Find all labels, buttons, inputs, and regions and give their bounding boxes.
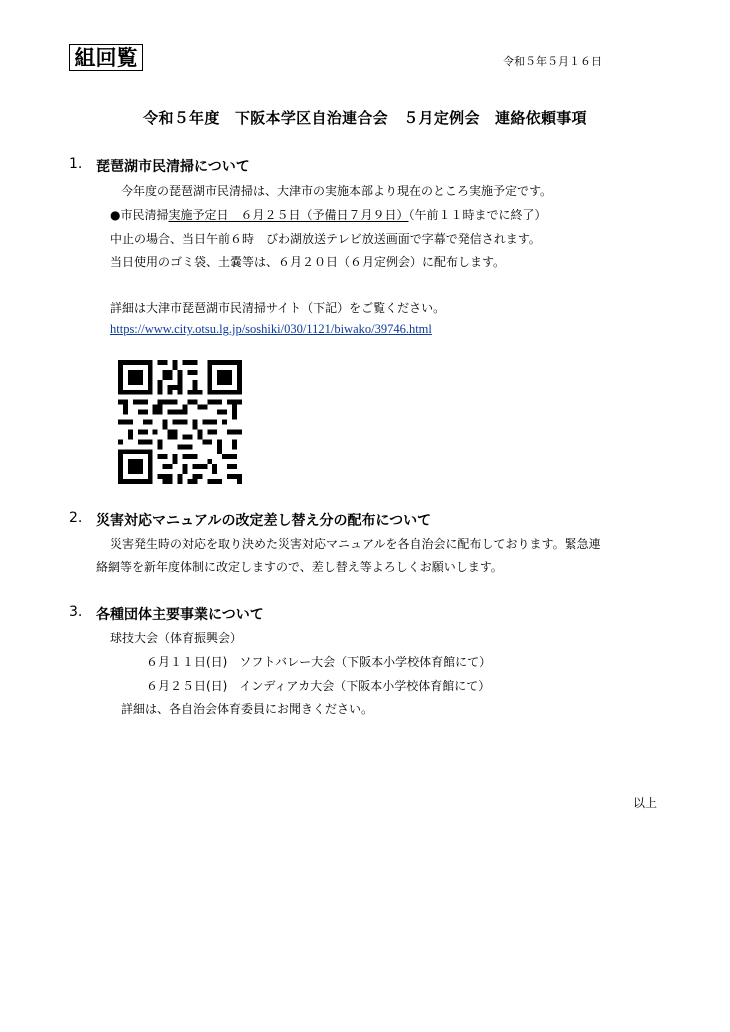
schedule-suffix: （午前１１時までに終了）	[408, 208, 547, 222]
section-1-detail: 詳細は大津市琵琶湖市民清掃サイト（下記）をご覧ください。	[110, 301, 446, 315]
section-3-detail: 詳細は、各自治会体育委員にお聞きください。	[121, 702, 374, 716]
section-2-line-1: 災害発生時の対応を取り決めた災害対応マニュアルを各自治会に配布しております。緊急連	[110, 537, 601, 551]
section-1-schedule	[110, 206, 547, 223]
section-1-heading: 琵琶湖市民清掃について	[96, 159, 250, 175]
cleanup-site-link[interactable]: https://www.city.otsu.lg.jp/soshiki/030/1121/biwako/39746.html	[110, 322, 432, 336]
section-1-number: 1.	[69, 156, 83, 172]
closing-mark: 以上	[633, 796, 658, 810]
document-title: 令和５年度 下阪本学区自治連合会 ５月定例会 連絡依頼事項	[143, 109, 587, 127]
section-3-number: 3.	[69, 604, 83, 620]
document-date: 令和５年５月１６日	[503, 55, 602, 68]
section-3-heading: 各種団体主要事業について	[96, 607, 264, 623]
schedule-date-underlined: 実施予定日 ６月２５日（予備日７月９日）	[168, 208, 409, 222]
section-3-subheading: 球技大会（体育振興会）	[110, 631, 243, 645]
section-3-event-2: ６月２５日(日) インディアカ大会（下阪本小学校体育館にて）	[146, 679, 491, 693]
section-1-supplies-note: 当日使用のゴミ袋、土嚢等は、６月２０日（６月定例会）に配布します。	[110, 255, 506, 269]
section-3-event-1: ６月１１日(日) ソフトバレー大会（下阪本小学校体育館にて）	[146, 655, 492, 669]
section-2-number: 2.	[69, 510, 83, 526]
section-2-heading: 災害対応マニュアルの改定差し替え分の配布について	[96, 513, 432, 529]
kairan-stamp: 組回覧	[69, 44, 143, 71]
section-1-intro: 今年度の琵琶湖市民清掃は、大津市の実施本部より現在のところ実施予定です。	[121, 184, 553, 198]
section-1-cancel-note: 中止の場合、当日午前６時 びわ湖放送テレビ放送画面で字幕で発信されます。	[110, 232, 541, 246]
section-2-line-2: 絡網等を新年度体制に改定しますので、差し替え等よろしくお願いします。	[96, 560, 503, 574]
qr-code-icon	[118, 360, 242, 484]
schedule-prefix: ●市民清掃	[110, 208, 169, 222]
